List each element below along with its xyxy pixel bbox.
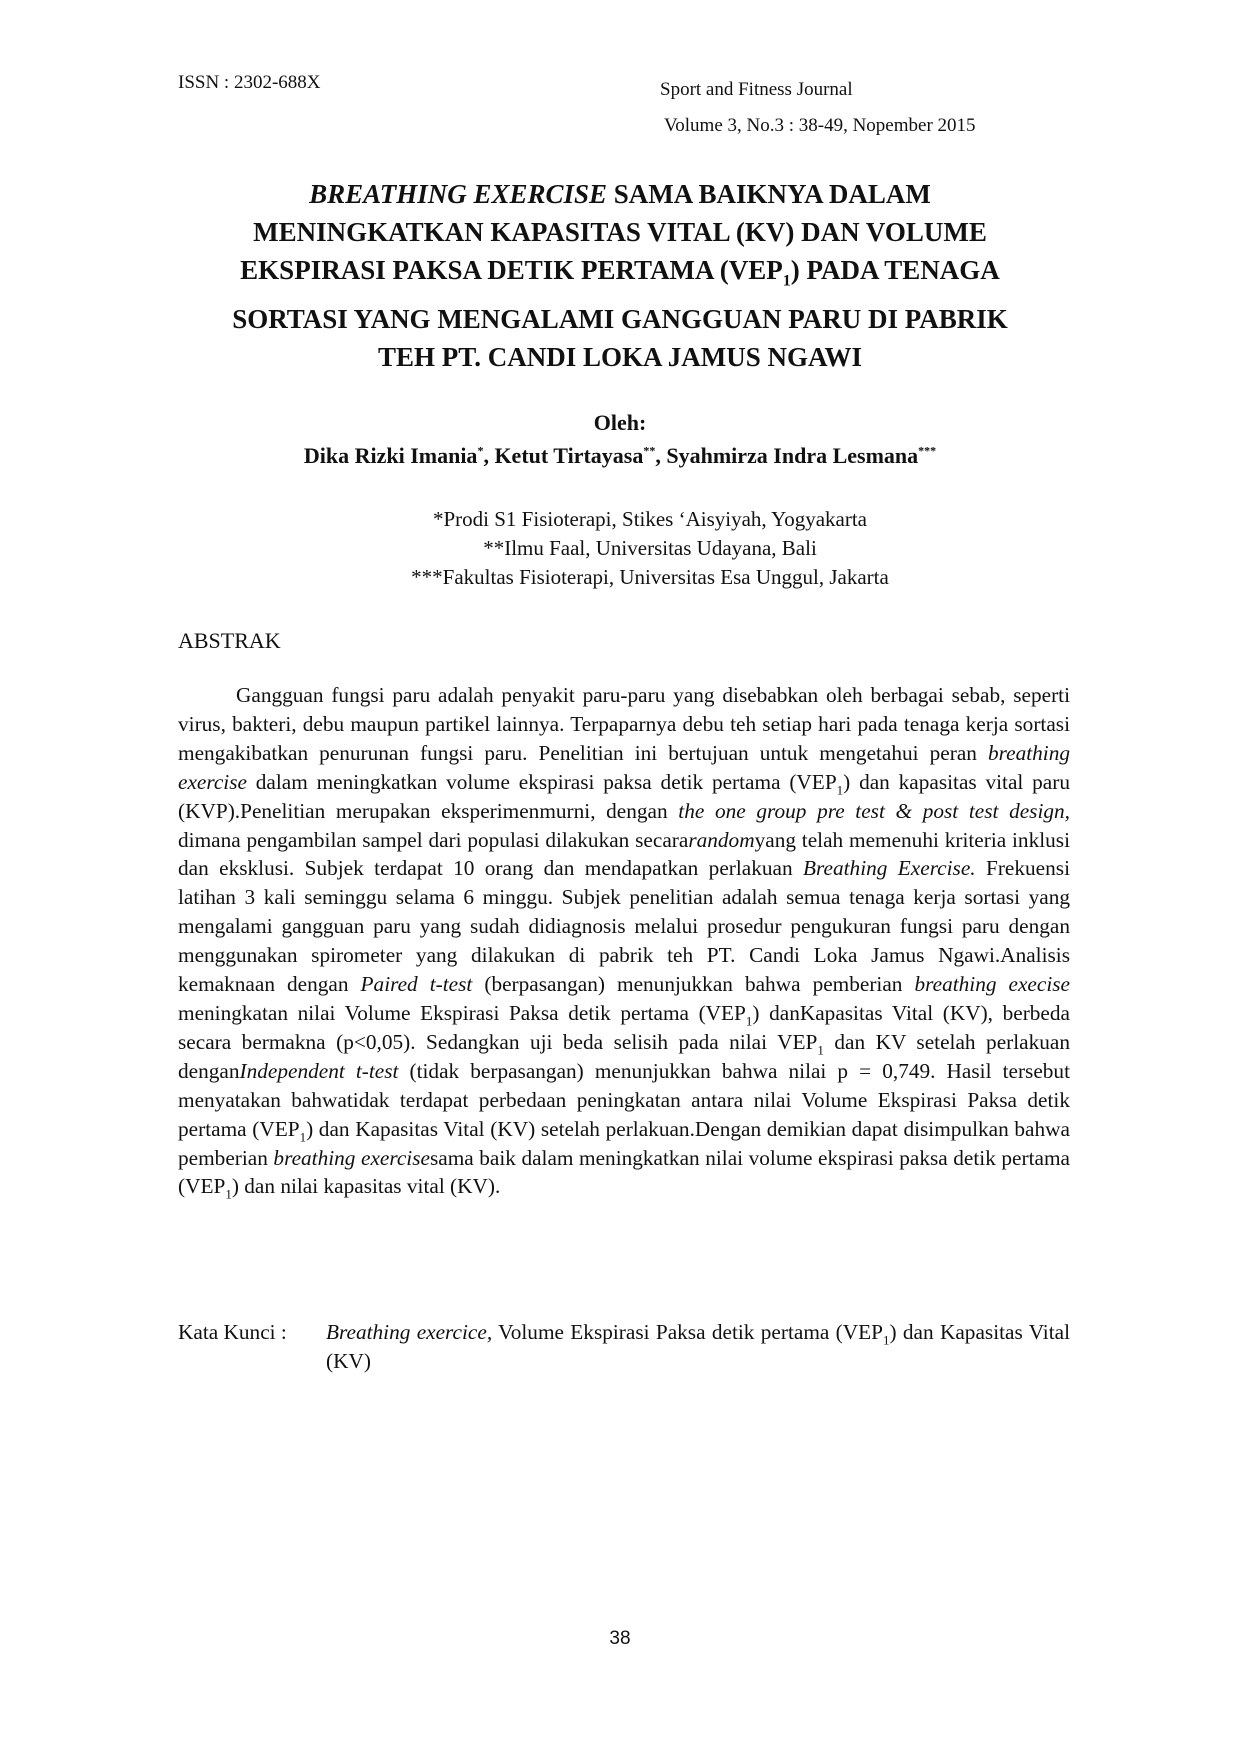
author-mark: **: [643, 443, 656, 458]
author-name: Syahmirza Indra Lesmana: [666, 443, 919, 468]
abstract-text: ) dan nilai kapasitas vital (KV).: [231, 1174, 501, 1199]
abstract-italic: breathing exercise: [178, 740, 1070, 794]
abstract-italic: the one group pre test & post test design,: [678, 798, 1070, 823]
title-line-5: TEH PT. CANDI LOKA JAMUS NGAWI: [377, 342, 863, 373]
abstract-text: ) dan Kapasitas Vital (KV) setelah perlakuan.Dengan demikian dapat disimpulkan bahwa pemberian: [178, 1116, 1070, 1170]
paper-title: [150, 175, 1090, 376]
author-name: Dika Rizki Imania: [303, 443, 478, 468]
abstract-text: dimana pengambilan sampel dari populasi dilakukan secara: [178, 827, 689, 852]
keyword-text: Volume Ekspirasi Paksa detik pertama (VEP: [492, 1320, 883, 1344]
abstract-text: dalam meningkatkan volume ekspirasi paksa detik pertama (VEP: [246, 769, 837, 794]
affiliations: [300, 505, 1000, 592]
volume-info: Volume 3, No.3 : 38-49, Nopember 2015: [664, 115, 976, 136]
author-list: [0, 443, 1240, 469]
keywords-body: [326, 1318, 1070, 1376]
affiliation-line: ***Fakultas Fisioterapi, Universitas Esa Unggul, Jakarta: [411, 565, 889, 589]
abstract-subscript: 1: [299, 1128, 307, 1144]
title-line-2: MENINGKATKAN KAPASITAS VITAL (KV) DAN VOLUME: [253, 217, 987, 247]
journal-name: Sport and Fitness Journal: [660, 79, 853, 100]
abstract-body: [178, 681, 1070, 1201]
keyword-subscript: 1: [883, 1332, 890, 1348]
keyword-text: ) dan Kapasitas Vital (KV): [326, 1320, 1071, 1373]
byline-label: Oleh:: [593, 410, 647, 435]
abstract-text: (tidak berpasangan) menunjukkan bahwa nilai p = 0,749. Hasil tersebut menyatakan bahwatidak terdapat perbedaan peningkatan antara nilai Volume Ekspirasi Paksa detik pertama (VEP: [178, 1058, 1070, 1141]
title-line-3: [150, 251, 1090, 300]
abstract-text: ) dan kapasitas vital paru (KVP).Penelitian merupakan eksperimenmurni, dengan: [178, 769, 1070, 823]
author-separator: ,: [655, 443, 667, 468]
abstract-italic: breathing exercise: [273, 1145, 430, 1170]
author-name: Ketut Tirtayasa: [494, 443, 644, 468]
abstract-italic: Breathing Exercise.: [803, 856, 976, 881]
author-mark: ***: [918, 443, 937, 458]
title-line-1: [150, 175, 1090, 213]
abstract-subscript: 1: [225, 1186, 232, 1202]
abstract-italic: Paired t-test: [360, 972, 473, 997]
page-number: 38: [609, 1628, 631, 1649]
affiliation-line: **Ilmu Faal, Universitas Udayana, Bali: [483, 536, 817, 560]
author-mark: *: [477, 443, 484, 458]
abstract-text: Frekuensi latihan 3 kali seminggu selama 6 minggu. Subjek penelitian adalah semua tenaga kerja sortasi yang mengalami gangguan paru yang sudah didiagnosis melalui prosedur pengukuran fungsi paru dengan menggunakan spirometer yang dilakukan di pabrik teh PT. Candi Loka Jamus Ngawi.Analisis kemaknaan dengan: [178, 856, 1070, 997]
abstract-text: yang telah memenuhi kriteria inklusi dan eksklusi. Subjek terdapat 10 orang dan mendapatkan perlakuan: [178, 827, 1070, 881]
title-line-1-rest: SAMA BAIKNYA DALAM: [607, 179, 931, 209]
keyword-italic: Breathing exercice,: [326, 1320, 493, 1344]
abstract-text: Gangguan fungsi paru adalah penyakit paru-paru yang disebabkan oleh berbagai sebab, seperti virus, bakteri, debu maupun partikel lainnya. Terpaparnya debu teh setiap hari pada tenaga kerja sortasi mengakibatkan penurunan fungsi paru. Penelitian ini bertujuan untuk mengetahui peran: [178, 683, 1070, 765]
abstract-text: (berpasangan) menunjukkan bahwa pemberian: [472, 972, 915, 997]
keywords-label: Kata Kunci :: [178, 1320, 287, 1344]
title-line-3-pre: EKSPIRASI PAKSA DETIK PERTAMA (VEP: [240, 255, 783, 285]
abstract-subscript: 1: [745, 1013, 753, 1029]
abstract-text: sama baik dalam meningkatkan nilai volume ekspirasi paksa detik pertama (VEP: [178, 1145, 1070, 1199]
abstract-subscript: 1: [817, 1042, 824, 1058]
issn-label: ISSN : 2302-688X: [178, 72, 321, 93]
abstract-text: dan KV setelah perlakuan dengan: [178, 1029, 1071, 1083]
journal-header: [660, 72, 976, 144]
title-line-4: SORTASI YANG MENGALAMI GANGGUAN PARU DI PABRIK: [232, 304, 1008, 335]
abstract-italic: breathing execise: [914, 972, 1070, 997]
title-line-3-post: ) PADA TENAGA: [790, 255, 1000, 285]
abstract-subscript: 1: [836, 781, 844, 797]
abstract-text: ) danKapasitas Vital (KV), berbeda secara bermakna (p<0,05). Sedangkan uji beda selisih pada nilai VEP: [178, 1000, 1070, 1054]
title-italic-term: BREATHING EXERCISE: [309, 179, 608, 209]
keywords: [178, 1318, 1070, 1376]
abstract-italic: Independent t-test: [239, 1058, 399, 1083]
title-subscript: 1: [782, 272, 791, 290]
abstract-text: meningkatan nilai Volume Ekspirasi Paksa detik pertama (VEP: [178, 1000, 746, 1025]
affiliation-line: *Prodi S1 Fisioterapi, Stikes ‘Aisyiyah, Yogyakarta: [433, 507, 867, 531]
author-separator: ,: [483, 443, 495, 468]
abstract-heading: ABSTRAK: [178, 628, 281, 653]
abstract-italic: random: [688, 827, 755, 852]
